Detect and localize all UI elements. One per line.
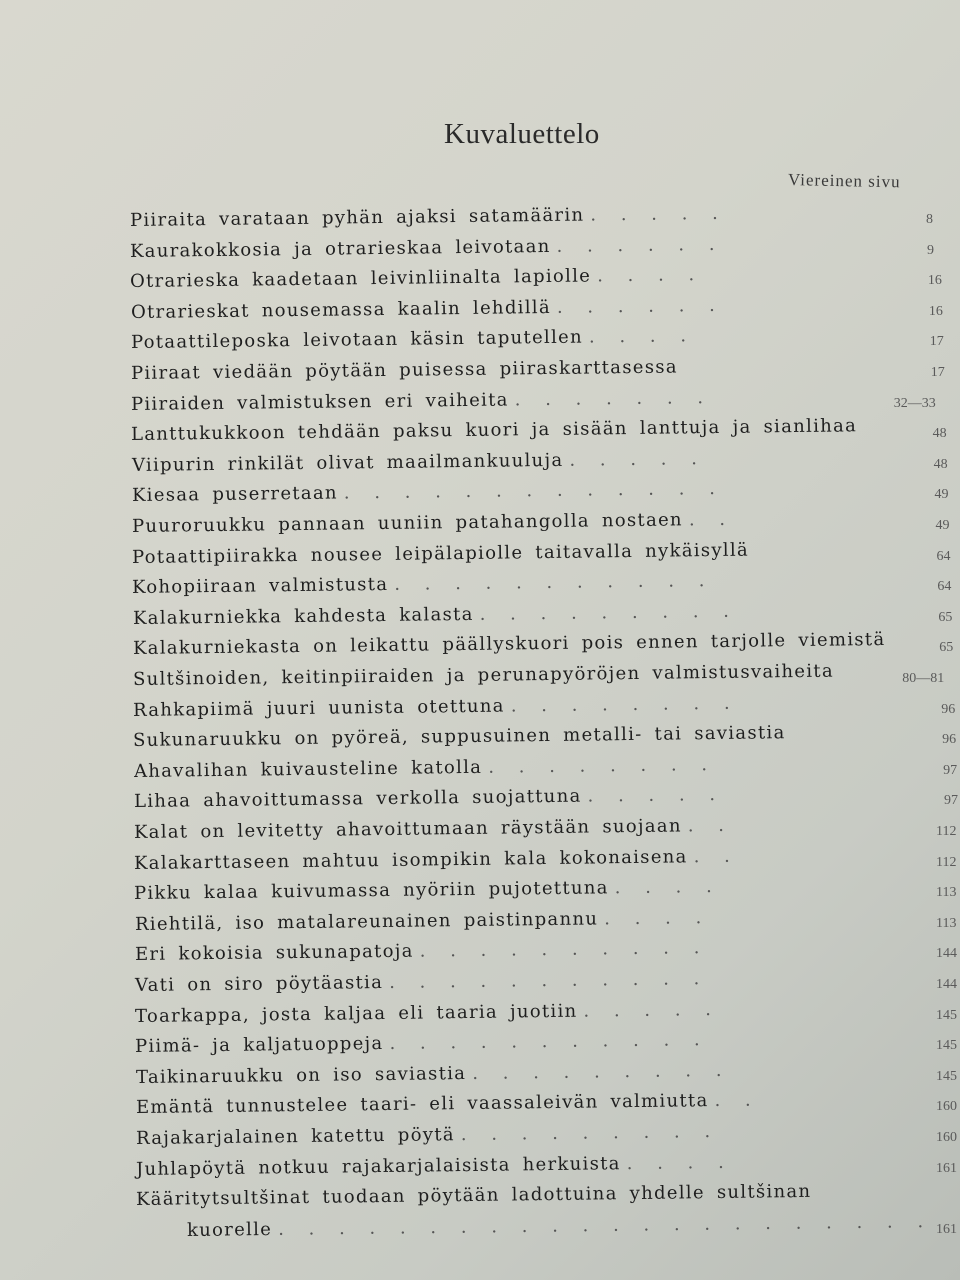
dot-leader: . . . . . bbox=[590, 202, 725, 226]
dot-leader: . . . . . . bbox=[556, 233, 722, 257]
page-number: 80—81 bbox=[902, 671, 945, 686]
dot-leader: . . . . . . . . . . bbox=[419, 937, 707, 962]
entry-caption: Kalakarttaseen mahtuu isompikin kala kokonaisena bbox=[134, 845, 688, 874]
list-item bbox=[186, 1211, 929, 1241]
page-number: 112 bbox=[936, 854, 957, 870]
dot-leader: . . . . . . bbox=[556, 294, 722, 318]
entry-caption: Kalakurniekka kahdesta kalasta bbox=[132, 603, 474, 629]
list-item bbox=[131, 326, 693, 354]
page-number: 65 bbox=[938, 609, 953, 625]
page-number: 96 bbox=[942, 732, 957, 748]
entry-caption: Eri kokoisia sukunapatoja bbox=[134, 941, 414, 966]
entry-caption: Potaattileposka leivotaan käsin taputellen bbox=[130, 326, 583, 354]
dot-leader: . . bbox=[693, 845, 738, 867]
entry-caption: kuorelle bbox=[186, 1218, 272, 1241]
list-item bbox=[134, 784, 722, 812]
dot-leader: . . . . . . . . bbox=[487, 753, 714, 778]
page-number: 48 bbox=[932, 426, 947, 442]
dot-leader: . . . . . . . . . . . . . bbox=[343, 478, 722, 504]
list-item bbox=[132, 478, 722, 506]
page-number: 113 bbox=[936, 915, 957, 931]
entry-caption: Riehtilä, iso matalareunainen paistinpannu bbox=[134, 908, 598, 935]
list-item bbox=[130, 203, 725, 231]
dot-leader: . . . . . bbox=[583, 998, 719, 1022]
entry-caption: Kalakurniekasta on leikattu päällyskuori pois ennen tarjolle viemistä bbox=[132, 629, 886, 660]
entry-caption: Pikku kalaa kuivumassa nyöriin pujotettuna bbox=[134, 877, 610, 905]
dot-leader: . . . . . . . . . . . . . . . . . . . . . . bbox=[277, 1210, 930, 1240]
entry-caption: Juhlapöytä notkuu rajakarjalaisista herkuista bbox=[136, 1152, 622, 1180]
entry-caption: Toarkappa, josta kaljaa eli taaria juotiin bbox=[135, 1000, 578, 1027]
list-item bbox=[133, 722, 786, 751]
entry-caption: Ahavalihan kuivausteline katolla bbox=[133, 756, 482, 782]
page-number: 113 bbox=[936, 885, 957, 901]
entry-caption: Piiraiden valmistuksen eri vaiheita bbox=[131, 389, 510, 415]
list-item bbox=[134, 815, 731, 843]
dot-leader: . . . . . . . . . . . bbox=[394, 570, 712, 596]
dot-leader: . . bbox=[687, 814, 732, 837]
dot-leader: . . . . . . . . . bbox=[479, 600, 736, 625]
page-number: 17 bbox=[929, 334, 944, 350]
page-number: 16 bbox=[927, 273, 942, 289]
entry-caption: Lanttukukkoon tehdään paksu kuori ja sisään lanttuja ja sianlihaa bbox=[131, 415, 858, 446]
page-number: 9 bbox=[926, 242, 934, 258]
list-item bbox=[136, 1121, 717, 1149]
entry-caption: Sultšinoiden, keitinpiiraiden ja perunapyöröjen valmistusvaiheita bbox=[132, 660, 835, 690]
list-item bbox=[132, 601, 735, 629]
dot-leader: . . . . bbox=[588, 325, 693, 348]
list-item bbox=[133, 692, 737, 720]
dot-leader: . . . . bbox=[626, 1151, 732, 1174]
list-item bbox=[135, 968, 707, 996]
list-item bbox=[135, 1060, 728, 1088]
dot-leader: . . . . bbox=[597, 264, 702, 287]
page-number: 96 bbox=[941, 701, 956, 717]
entry-caption: Lihaa ahavoittumassa verkolla suojattuna bbox=[133, 786, 582, 813]
dot-leader: . . bbox=[688, 508, 733, 531]
list-item bbox=[132, 570, 712, 598]
page-number: 160 bbox=[936, 1099, 957, 1115]
dot-leader: . . . . bbox=[614, 876, 720, 899]
list-item bbox=[131, 387, 710, 415]
list-item bbox=[130, 233, 722, 261]
entry-caption: Taikinaruukku on iso saviastia bbox=[135, 1062, 466, 1088]
entry-caption: Piiraita varataan pyhän ajaksi satamäärin bbox=[129, 204, 585, 231]
list-item bbox=[131, 448, 703, 476]
entry-caption: Rajakarjalainen katettu pöytä bbox=[135, 1124, 455, 1149]
list-item bbox=[134, 876, 719, 904]
page-number: 161 bbox=[936, 1221, 957, 1237]
page-number: 49 bbox=[935, 518, 950, 533]
entry-caption: Emäntä tunnustelee taari- eli vaassaleivän valmiutta bbox=[135, 1090, 709, 1119]
entry-caption: Otrarieskat nousemassa kaalin lehdillä bbox=[130, 296, 551, 323]
list-item bbox=[136, 1090, 758, 1118]
list-item bbox=[131, 415, 857, 445]
list-item bbox=[130, 295, 721, 323]
page-number: 65 bbox=[939, 640, 954, 656]
list-item bbox=[136, 1151, 731, 1179]
list-item bbox=[133, 754, 713, 782]
list-item bbox=[135, 999, 718, 1027]
page-number: 144 bbox=[936, 977, 957, 992]
entry-caption: Kohopiiraan valmistusta bbox=[132, 574, 389, 599]
list-item bbox=[135, 1029, 707, 1057]
page-number: 144 bbox=[936, 946, 957, 962]
page-number: 97 bbox=[943, 762, 958, 778]
page-column-heading: Viereinen sivu bbox=[787, 170, 901, 192]
entry-caption: Kiesaa puserretaan bbox=[131, 482, 338, 507]
page-number: 145 bbox=[936, 1007, 957, 1023]
dot-leader: . . . . . . . . . bbox=[471, 1059, 729, 1084]
dot-leader: . . . . . . . . . . . bbox=[389, 1029, 708, 1055]
dot-leader: . . . . . bbox=[587, 784, 722, 807]
page-number: 64 bbox=[937, 579, 952, 595]
entry-caption: Kääritytsultšinat tuodaan pöytään ladottuina yhdelle sultšinan bbox=[136, 1181, 812, 1211]
entry-caption: Puuroruukku pannaan uuniin patahangolla nostaen bbox=[131, 509, 684, 537]
page-number: 161 bbox=[936, 1160, 957, 1176]
entry-caption: Rahkapiimä juuri uunista otettuna bbox=[133, 695, 506, 721]
entry-caption: Vati on siro pöytäastia bbox=[134, 972, 384, 996]
list-item bbox=[130, 264, 701, 292]
page-number: 97 bbox=[944, 793, 958, 809]
page-number: 48 bbox=[933, 456, 948, 472]
page-number: 145 bbox=[936, 1038, 957, 1054]
entry-caption: Kalat on levitetty ahavoittumaan räystään suojaan bbox=[133, 815, 682, 843]
list-item bbox=[136, 1181, 812, 1210]
entry-caption: Sukunaruukku on pyöreä, suppusuinen metalli- tai saviastia bbox=[133, 722, 787, 752]
dot-leader: . . . . . . . . . . . bbox=[389, 968, 707, 993]
list-item bbox=[133, 629, 886, 659]
list-item bbox=[134, 907, 708, 935]
page-number: 8 bbox=[926, 212, 933, 227]
dot-leader: . . . . . . . . bbox=[510, 692, 737, 717]
entry-caption: Kaurakokkosia ja otrarieskaa leivotaan bbox=[130, 235, 551, 262]
dot-leader: . . bbox=[714, 1089, 758, 1112]
page-number: 160 bbox=[936, 1130, 957, 1145]
list-item bbox=[132, 509, 732, 537]
list-item bbox=[132, 539, 749, 567]
page-number: 64 bbox=[936, 548, 951, 564]
page-number: 145 bbox=[936, 1068, 957, 1084]
list-item bbox=[133, 661, 834, 690]
page-number: 32—33 bbox=[893, 395, 936, 411]
page-number: 17 bbox=[930, 365, 945, 380]
entry-caption: Otrarieska kaadetaan leivinliinalta lapiolle bbox=[130, 265, 592, 293]
list-item bbox=[135, 938, 707, 966]
entry-caption: Piimä- ja kaljatuoppeja bbox=[135, 1033, 385, 1058]
list-item bbox=[131, 356, 678, 384]
entry-caption: Potaattipiirakka nousee leipälapiolle taitavalla nykäisyllä bbox=[132, 539, 750, 568]
dot-leader: . . . . . . . . . bbox=[460, 1121, 718, 1146]
dot-leader: . . . . . . . bbox=[514, 386, 711, 410]
dot-leader: . . . . bbox=[603, 906, 708, 930]
dot-leader: . . . . . bbox=[568, 447, 704, 471]
page-number: 16 bbox=[928, 303, 943, 319]
entry-caption: Piiraat viedään pöytään puisessa piiraskarttasessa bbox=[130, 356, 678, 384]
page-number: 49 bbox=[934, 487, 949, 503]
list-item bbox=[134, 845, 737, 873]
page-number: 112 bbox=[936, 824, 957, 839]
entry-caption: Viipurin rinkilät olivat maailmankuuluja bbox=[131, 449, 564, 476]
page-title: Kuvaluettelo bbox=[444, 118, 600, 150]
